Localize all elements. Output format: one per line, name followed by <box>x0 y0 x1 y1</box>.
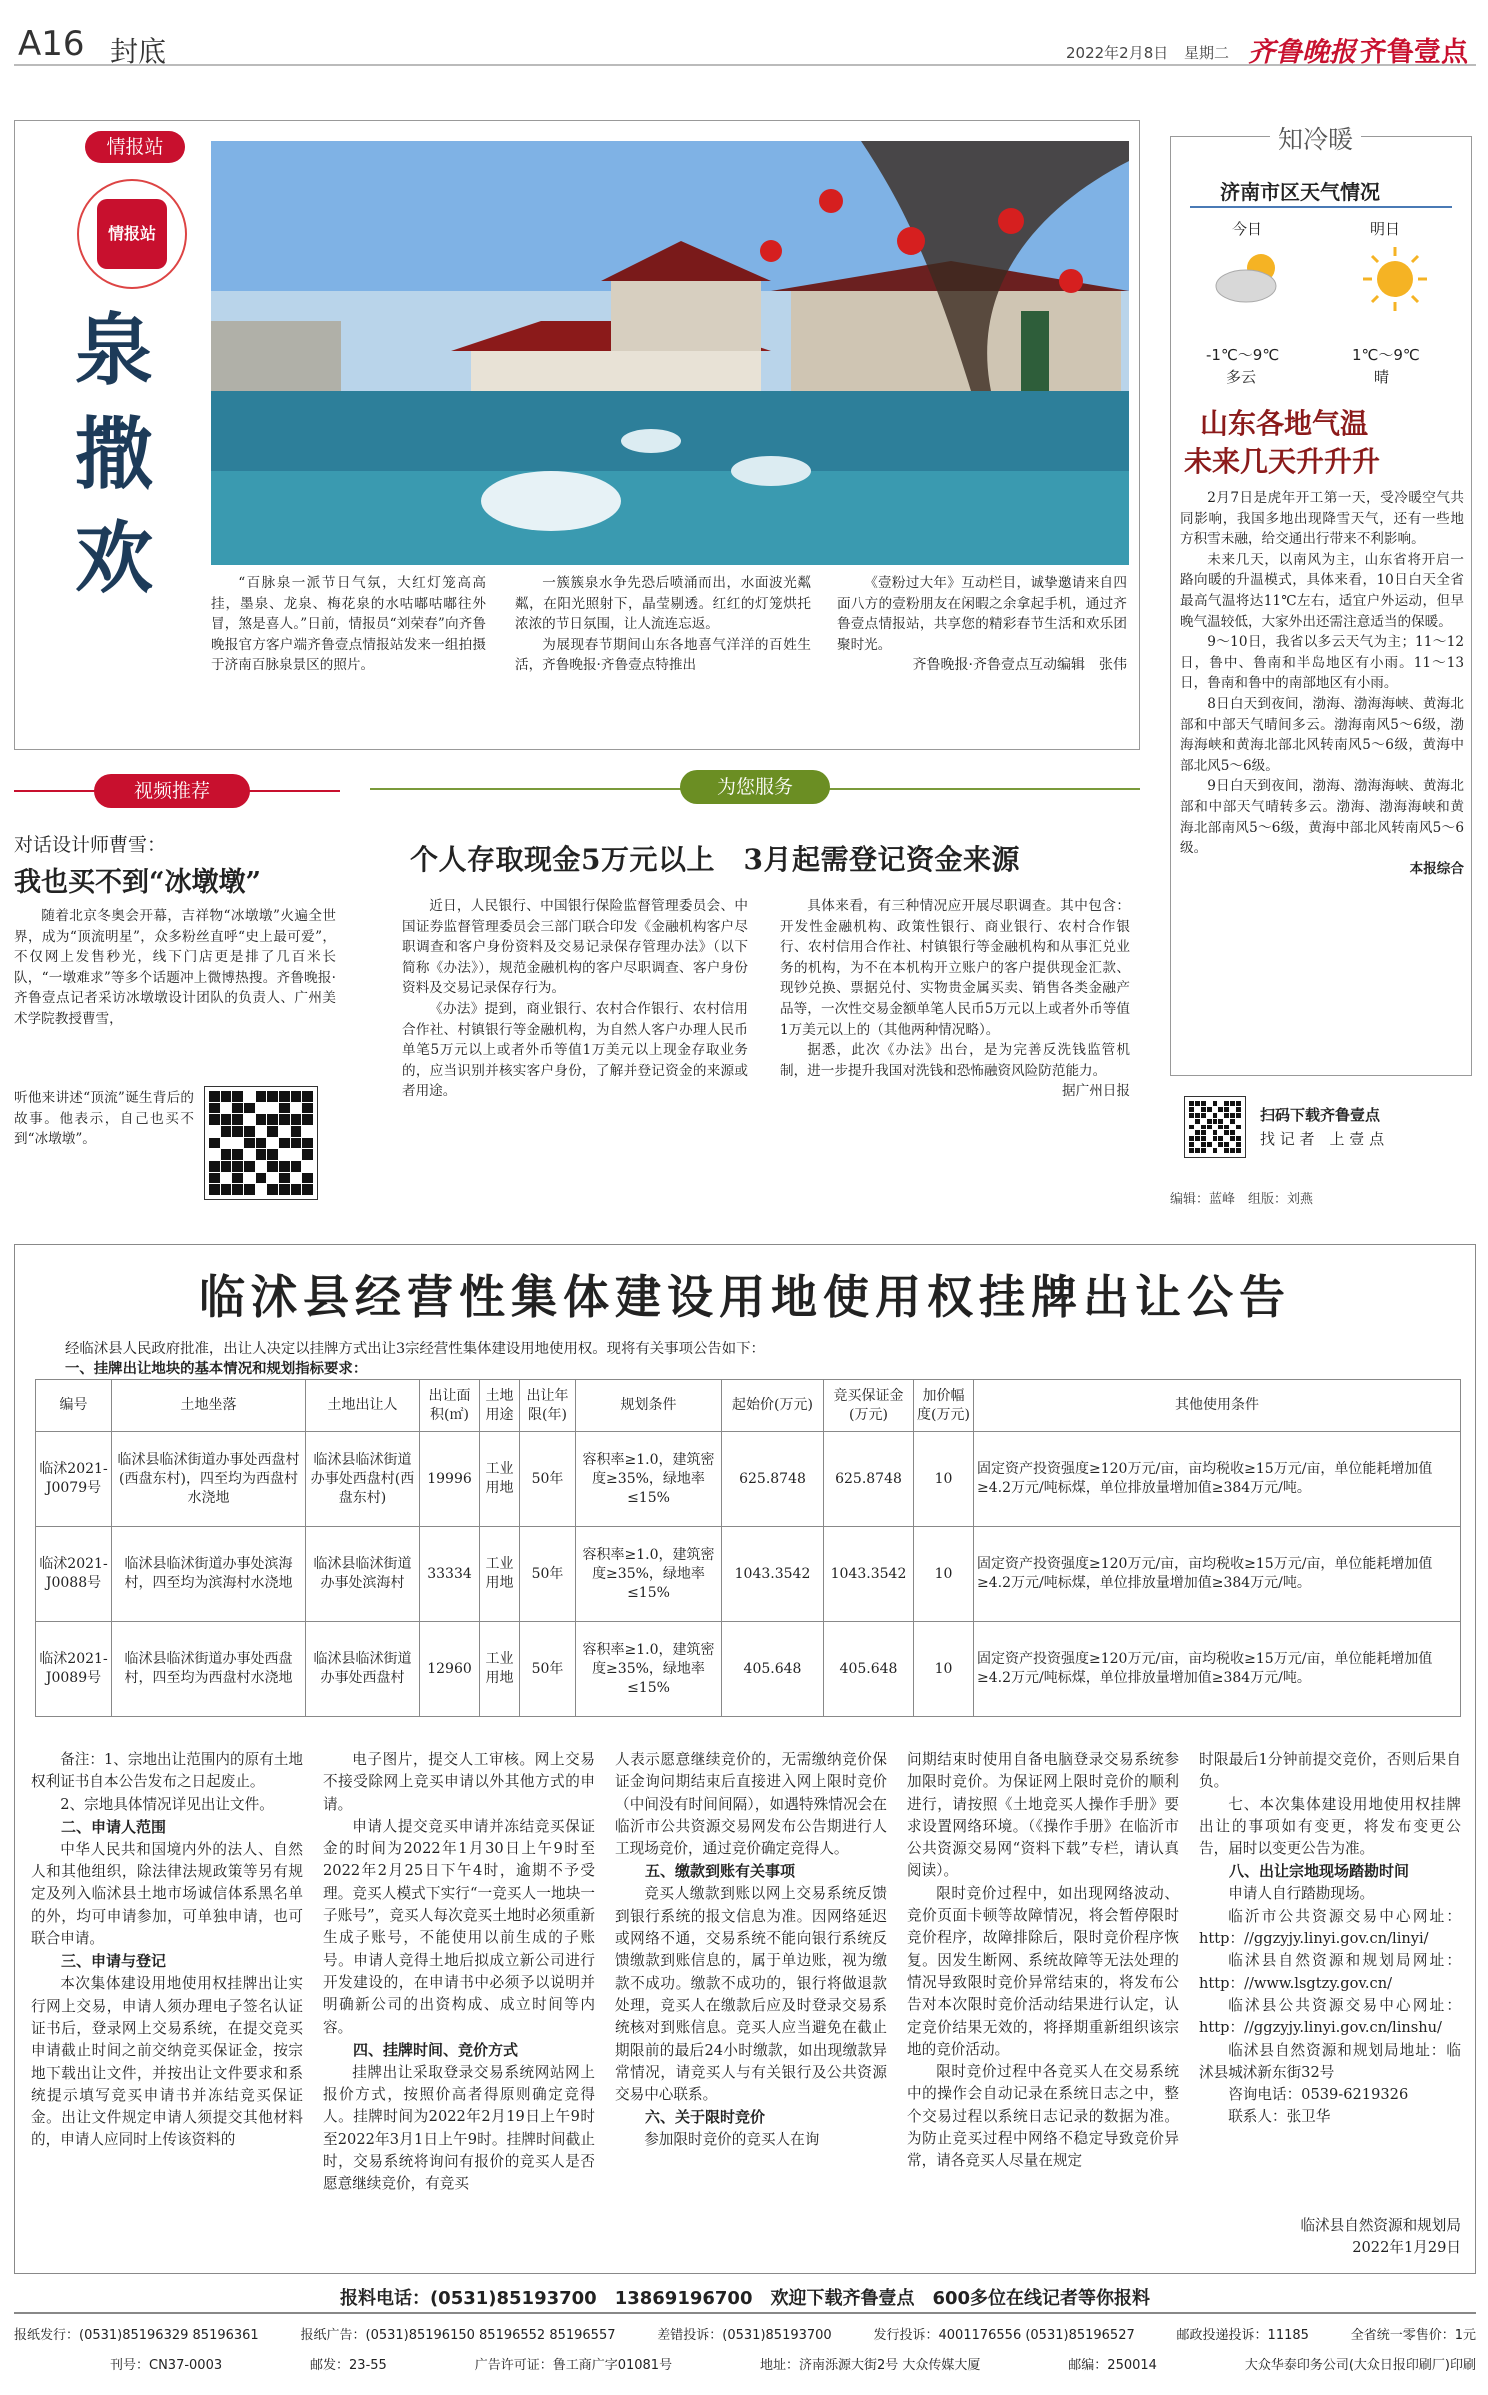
service-para: 据悉，此次《办法》出台，是为完善反洗钱监管机制，进一步提升我国对洗钱和恐怖融资风险防范能力。 <box>780 1042 1130 1079</box>
video-text: 听他来讲述“顶流”诞生背后的故事。他表示，自己也买不到“冰墩墩”。 <box>14 1090 194 1148</box>
qbz-credit: 齐鲁晚报·齐鲁壹点互动编辑 张伟 <box>912 657 1127 674</box>
today-temp: -1℃～9℃ <box>1206 346 1280 364</box>
service-credit: 据广州日报 <box>1062 1083 1130 1100</box>
notice-para: 限时竞价过程中各竞买人在交易系统中的操作会自动记录在系统日志之中，整个交易过程以系统日志记录的数据为准。为防止竞买过程中网络不稳定导致竞价异常，请各竞买人尽量在规定 <box>907 2063 1179 2170</box>
table-cell: 33334 <box>420 1527 480 1622</box>
service-badge: 为您服务 <box>680 770 830 804</box>
footer-item: 邮发：23-55 <box>310 2358 387 2373</box>
table-cell: 容积率≥1.0，建筑密度≥35%，绿地率≤15% <box>576 1622 722 1717</box>
table-cell: 固定资产投资强度≥120万元/亩，亩均税收≥15万元/亩，单位能耗增加值≥4.2万元/吨标煤，单位排放量增加值≥384万元/吨。 <box>974 1622 1461 1717</box>
table-cell: 10 <box>914 1527 974 1622</box>
qbz-col1 <box>211 573 486 676</box>
qbz-logo: 情报站 <box>97 199 167 269</box>
tomorrow-weather: 晴 <box>1374 368 1390 386</box>
tower-body <box>611 281 761 351</box>
table-cell: 1043.3542 <box>824 1527 914 1622</box>
stone-bridge <box>211 321 341 391</box>
table-cell: 405.648 <box>722 1622 824 1717</box>
weather-title: 济南市区天气情况 <box>1220 180 1380 204</box>
qbz-col3 <box>837 573 1127 676</box>
today-label: 今日 <box>1232 220 1263 238</box>
scan-download-text: 扫码下载齐鲁壹点 <box>1260 1106 1381 1124</box>
notice-para: 时限最后1分钟前提交竞价，否则后果自负。 <box>1199 1751 1461 1791</box>
qbz-box <box>14 120 1140 750</box>
notice-para: 人表示愿意继续竞价的，无需缴纳竞价保证金询问期结束后直接进入网上限时竞价（中间没有时间间隔），如遇特殊情况会在临沂市公共资源交易网发布公告期进行人工现场竞价，通过竞价确定竞得人。 <box>615 1751 887 1858</box>
lantern <box>897 227 925 255</box>
qbz-text: 为展现春节期间山东各地喜气洋洋的百姓生活，齐鲁晚报·齐鲁壹点特推出 <box>515 636 811 674</box>
notice-para: 临沭县公共资源交易中心网址：http：//ggzyjy.linyi.gov.cn/linshu/ <box>1199 1996 1461 2037</box>
weather-text <box>1180 488 1464 879</box>
table-header: 竞买保证金(万元) <box>824 1380 914 1432</box>
title-char: 泉 <box>75 305 154 396</box>
notice-heading: 八、出让宗地现场踏勘时间 <box>1229 1862 1410 1881</box>
table-cell: 1043.3542 <box>722 1527 824 1622</box>
qbz-col2 <box>515 573 811 676</box>
table-cell: 临沭2021-J0079号 <box>36 1432 112 1527</box>
notice-para: 电子图片，提交人工审核。网上交易不接受除网上竞买申请以外其他方式的申请。 <box>323 1751 595 1813</box>
weather-para: 9～10日，我省以多云天气为主；11～12日，鲁中、鲁南和半岛地区有小雨。11～13日，鲁南和鲁中的南部地区有小雨。 <box>1180 634 1464 692</box>
service-para: 近日，人民银行、中国银行保险监督管理委员会、中国证券监督管理委员会三部门联合印发《金融机构客户尽职调查和客户身份资料及交易记录保存管理办法》（以下简称《办法》），规范金融机构的客户尽职调查、客户身份资料及交易记录保存行为。 <box>402 898 748 997</box>
footer-hotline: 报料电话：(0531)85193700 13869196700 欢迎下载齐鲁壹点 600多位在线记者等你报料 <box>339 2288 1151 2309</box>
notice-para: 申请人提交竞买申请并冻结竞买保证金的时间为2022年1月30日上午9时至2022年2月25日下午4时，逾期不予受理。竞买人模式下实行“一竞买人一地块一子账号”，竞买人每次竞买土地时必须重新生成子账号，不能使用以前生成的子账号。申请人竞得土地后拟成立新公司进行开发建设的，在申请书中必须予以说明并明确新公司的出资构成、成立时间等内容。 <box>323 1817 595 2036</box>
service-title: 个人存取现金5万元以上 3月起需登记资金来源 <box>410 843 1020 876</box>
notice-para: 临沂市公共资源交易中心网址：http：//ggzyjy.linyi.gov.cn/linyi/ <box>1199 1907 1461 1948</box>
brand-qilu-yidian: 齐鲁壹点 <box>1360 37 1468 68</box>
notice-heading: 四、挂牌时间、竞价方式 <box>353 2040 519 2059</box>
table-cell: 临沭2021-J0089号 <box>36 1622 112 1717</box>
tomorrow-temp: 1℃～9℃ <box>1352 346 1420 364</box>
table-cell: 50年 <box>520 1527 576 1622</box>
notice-para: 限时竞价过程中，如出现网络波动、竞价页面卡顿等故障情况，将会暂停限时竞价程序，故障排除后，限时竞价程序恢复。因发生断网、系统故障等无法处理的情况导致限时竞价异常结束的，将发布公告对本次限时竞价活动结果进行认定，认定竞价结果无效的，将择期重新组织该宗地的竞价活动。 <box>907 1884 1179 2058</box>
table-cell: 10 <box>914 1432 974 1527</box>
spring-bubble <box>621 429 681 453</box>
video-title: 我也买不到“冰墩墩” <box>14 867 262 898</box>
notice-col4 <box>907 1749 1179 2173</box>
table-cell: 625.8748 <box>722 1432 824 1527</box>
notice-sign-org: 临沭县自然资源和规划局 <box>1300 2217 1461 2234</box>
footer-item: 邮编：250014 <box>1068 2358 1157 2373</box>
table-cell: 临沭2021-J0088号 <box>36 1527 112 1622</box>
qbz-text: 《壹粉过大年》互动栏目，诚挚邀请来自四面八方的壹粉朋友在闲暇之余拿起手机，通过齐鲁壹点情报站，共享您的精彩春节生活和欢乐团聚时光。 <box>837 575 1127 653</box>
tomorrow-label: 明日 <box>1370 220 1401 238</box>
table-cell: 50年 <box>520 1432 576 1527</box>
notice-col2 <box>323 1749 595 2196</box>
table-cell: 临沭县临沭街道办事处西盘村(西盘东村) <box>306 1432 420 1527</box>
table-cell: 临沭县临沭街道办事处西盘村(西盘东村)，四至均为西盘村水浇地 <box>112 1432 306 1527</box>
notice-para: 备注：1、宗地出让范围内的原有土地权利证书自本公告发布之日起废止。 <box>31 1751 303 1791</box>
footer-item: 全省统一零售价：1元 <box>1350 2328 1476 2343</box>
lantern <box>1059 269 1083 293</box>
notice-sign-date: 2022年1月29日 <box>1352 2239 1461 2256</box>
notice-para: 申请人自行踏勘现场。 <box>1228 1885 1375 1903</box>
notice-para: 临沭县自然资源和规划局地址：临沭县城沭新东街32号 <box>1199 2041 1461 2081</box>
video-badge: 视频推荐 <box>94 774 250 808</box>
table-header: 出让面积(㎡) <box>420 1380 480 1432</box>
notice-heading: 六、关于限时竞价 <box>645 2108 766 2127</box>
pavilion-wall <box>471 351 761 391</box>
sign-board <box>1021 311 1049 391</box>
editor-line: 编辑：蓝峰 组版：刘燕 <box>1170 1192 1314 1207</box>
notice-para: 竞买人缴款到账以网上交易系统反馈到银行系统的报文信息为准。因网络延迟或网络不通，交易系统不能向银行系统反馈缴款到账信息的，属于单边账，视为缴款不成功。缴款不成功的，银行将做退款处理，竞买人在缴款后应及时登录交易系统核对到账信息。竞买人应当避免在截止期限前的最后24小时缴款，如出现缴款异常情况，请竞买人与有关银行及公共资源交易中心联系。 <box>615 1885 887 2104</box>
notice-intro: 经临沭县人民政府批准，出让人决定以挂牌方式出让3宗经营性集体建设用地使用权。现将有关事项公告如下： <box>65 1341 765 1357</box>
lantern <box>998 208 1024 234</box>
section-name: 封底 <box>110 35 167 68</box>
qbz-text: 一簇簇泉水争先恐后喷涌而出，水面波光粼粼，在阳光照射下，晶莹剔透。红红的灯笼烘托浓浓的节日氛围，让人流连忘返。 <box>515 575 811 633</box>
service-col2 <box>780 896 1130 1102</box>
notice-col5 <box>1199 1749 1461 2129</box>
table-cell: 临沭县临沭街道办事处滨海村，四至均为滨海村水浇地 <box>112 1527 306 1622</box>
footer-item: 报纸广告：(0531)85196150 85196552 85196557 <box>300 2328 616 2343</box>
footer-item: 差错投诉：(0531)85193700 <box>657 2328 832 2343</box>
table-header: 加价幅度(万元) <box>914 1380 974 1432</box>
notice-title: 临沭县经营性集体建设用地使用权挂牌出让公告 <box>199 1270 1291 1324</box>
page-number: A16 <box>18 24 85 64</box>
spring-photo <box>211 141 1129 565</box>
table-cell: 625.8748 <box>824 1432 914 1527</box>
qbz-big-title <box>75 299 195 611</box>
table-cell: 容积率≥1.0，建筑密度≥35%，绿地率≤15% <box>576 1527 722 1622</box>
issue-date: 2022年2月8日 <box>1066 44 1169 62</box>
app-qr-code[interactable] <box>1184 1096 1246 1158</box>
spring-bubble <box>481 471 621 531</box>
table-cell: 405.648 <box>824 1622 914 1717</box>
table-cell: 工业用地 <box>480 1432 520 1527</box>
footer-row-1 <box>14 2324 1476 2343</box>
notice-col1 <box>31 1749 303 2152</box>
table-cell: 工业用地 <box>480 1527 520 1622</box>
video-qr-code[interactable] <box>204 1086 318 1200</box>
weather-para: 未来几天，以南风为主，山东省将开启一路向暖的升温模式，具体来看，10日白天全省最高气温将达11℃左右，适宜户外运动，但早晚气温较低，大家外出还需注意适当的保暖。 <box>1180 551 1464 630</box>
service-section <box>370 774 1150 1234</box>
notice-heading: 二、申请人范围 <box>61 1817 167 1836</box>
lantern <box>760 240 782 262</box>
notice-heading: 三、申请与登记 <box>61 1952 167 1971</box>
table-header: 规划条件 <box>576 1380 722 1432</box>
notice-section-1: 一、挂牌出让地块的基本情况和规划指标要求： <box>65 1361 368 1377</box>
notice-signature <box>1199 2215 1461 2259</box>
video-section <box>14 774 344 1234</box>
footer-item: 大众华泰印务公司(大众日报印刷厂)印刷 <box>1244 2358 1476 2373</box>
table-header: 其他使用条件 <box>974 1380 1461 1432</box>
weather-top-label: 知冷暖 <box>1270 120 1361 156</box>
table-header: 土地出让人 <box>306 1380 420 1432</box>
weather-credit: 本报综合 <box>1409 860 1464 877</box>
table-cell: 临沭县临沭街道办事处滨海村 <box>306 1527 420 1622</box>
today-weather: 多云 <box>1226 368 1257 386</box>
footer-item: 发行投诉：4001176556 (0531)85196527 <box>873 2328 1135 2343</box>
weather-headline-2: 未来几天升升升 <box>1184 445 1381 478</box>
table-header: 土地用途 <box>480 1380 520 1432</box>
notice-para: 临沭县自然资源和规划局网址：http：//www.lsgtzy.gov.cn/ <box>1199 1952 1461 1992</box>
weather-para: 9日白天到夜间，渤海、渤海海峡、黄海北部和中部天气晴转多云。渤海、渤海海峡和黄海北部南风5～6级，黄海中部北风转南风5～6级。 <box>1180 778 1464 857</box>
table-header: 土地坐落 <box>112 1380 306 1432</box>
scan-reporter-text: 找 记 者 上 壹 点 <box>1260 1130 1385 1148</box>
table-row <box>36 1432 1461 1527</box>
notice-para: 2、宗地具体情况详见出让文件。 <box>60 1795 274 1813</box>
notice-box <box>14 1244 1476 2274</box>
table-cell: 固定资产投资强度≥120万元/亩，亩均税收≥15万元/亩，单位能耗增加值≥4.2万元/吨标煤，单位排放量增加值≥384万元/吨。 <box>974 1527 1461 1622</box>
title-char: 撒 <box>75 409 154 500</box>
footer-item: 邮政投递投诉：11185 <box>1176 2328 1309 2343</box>
notice-para: 本次集体建设用地使用权挂牌出让实行网上交易，申请人须办理电子签名认证证书后，登录网上交易系统，在提交竞买申请截止时间之前交纳竞买保证金，按宗地下载出让文件，并按出让文件要求和系统提示填写竞买申请书并冻结竞买保证金。出让文件规定申请人须提交其他材料的，申请人应同时上传该资料的 <box>31 1975 303 2149</box>
service-col1 <box>402 896 748 1102</box>
service-para: 具体来看，有三种情况应开展尽职调查。其中包含：开发性金融机构、政策性银行、商业银行、农村合作银行、农村信用合作社、村镇银行等金融机构和从事汇兑业务的机构，为不在本机构开立账户的客户提供现金汇款、现钞兑换、票据兑付、实物贵金属买卖、销售各类金融产品等，一次性交易金额单笔人民币5万元以上或者外币等值1万美元以上的（其他两种情况略）。 <box>780 898 1130 1038</box>
table-header: 编号 <box>36 1380 112 1432</box>
qbz-logo-stamp <box>77 179 187 289</box>
table-cell: 19996 <box>420 1432 480 1527</box>
footer-item: 报纸发行：(0531)85196329 85196361 <box>14 2328 259 2343</box>
land-table <box>35 1379 1461 1717</box>
weather-column <box>1170 125 1472 1207</box>
table-row <box>36 1527 1461 1622</box>
notice-para: 咨询电话：0539-6219326 <box>1228 2086 1409 2104</box>
table-cell: 10 <box>914 1622 974 1717</box>
table-cell: 临沭县临沭街道办事处西盘村 <box>306 1622 420 1717</box>
table-cell: 工业用地 <box>480 1622 520 1717</box>
title-char: 欢 <box>75 513 154 604</box>
footer-row-2 <box>110 2354 1476 2373</box>
cloudy-icon <box>1206 248 1296 308</box>
sunny-icon <box>1360 244 1430 314</box>
table-row <box>36 1622 1461 1717</box>
notice-para: 参加限时竞价的竞买人在询 <box>644 2131 820 2149</box>
table-cell: 12960 <box>420 1622 480 1717</box>
video-text: 随着北京冬奥会开幕，吉祥物“冰墩墩”火遍全世界，成为“顶流明星”，众多粉丝直呼“史上最可爱”，不仅网上发售秒光，线下门店更是排了几百米长队，“一墩难求”等多个话题冲上微博热搜。齐鲁晚报·齐鲁壹点记者采访冰墩墩设计团队的负责人、广州美术学院教授曹雪， <box>14 908 336 1027</box>
table-cell: 容积率≥1.0，建筑密度≥35%，绿地率≤15% <box>576 1432 722 1527</box>
table-header: 起始价(万元) <box>722 1380 824 1432</box>
table-cell: 临沭县临沭街道办事处西盘村，四至均为西盘村水浇地 <box>112 1622 306 1717</box>
table-cell: 50年 <box>520 1622 576 1717</box>
footer-item: 刊号：CN37-0003 <box>110 2358 223 2373</box>
notice-para: 七、本次集体建设用地使用权挂牌出让的事项如有变更，将发布变更公告，届时以变更公告为准。 <box>1199 1795 1461 1858</box>
notice-para: 问期结束时使用自备电脑登录交易系统参加限时竞价。为保证网上限时竞价的顺利进行，请按照《土地竞买人操作手册》要求设置网络环境。（《操作手册》在临沂市公共资源交易网“资料下载”专栏，请认真阅读）。 <box>907 1751 1179 1880</box>
weather-rule <box>1190 206 1452 208</box>
service-para: 《办法》提到，商业银行、农村合作银行、农村信用合作社、村镇银行等金融机构，为自然人客户办理人民币单笔5万元以上或者外币等值1万美元以上现金存取业务的，应当识别并核实客户身份，了解并登记资金的来源或者用途。 <box>402 1000 748 1100</box>
footer-rule <box>14 2312 1476 2314</box>
notice-para: 挂牌出让采取登录交易系统网站网上报价方式，按照价高者得原则确定竞得人。挂牌时间为2022年2月19日上午9时至2022年3月1日上午9时。挂牌时间截止时，交易系统将询问有报价的竞买人是否愿意继续竞价，有竞买 <box>323 2063 595 2193</box>
spring-bubble <box>731 456 811 486</box>
qbz-text: “百脉泉一派节日气氛，大红灯笼高高挂，墨泉、龙泉、梅花泉的水咕嘟咕嘟往外冒，煞是喜人。”日前，情报员“刘荣春”向齐鲁晚报官方客户端齐鲁壹点情报站发来一组拍摄于济南百脉泉景区的照片。 <box>211 575 486 674</box>
notice-heading: 五、缴款到账有关事项 <box>645 1862 796 1881</box>
table-header-row <box>36 1380 1461 1432</box>
qbz-badge: 情报站 <box>85 131 185 163</box>
footer-item: 广告许可证：鲁工商广字01081号 <box>474 2358 673 2373</box>
weather-para: 2月7日是虎年开工第一天，受冷暖空气共同影响，我国多地出现降雪天气，还有一些地方积雪未融，给交通出行带来不利影响。 <box>1180 490 1464 548</box>
spring-photo-art <box>211 141 1129 565</box>
footer-item: 地址：济南泺源大街2号 大众传媒大厦 <box>759 2358 981 2373</box>
pool-water-near <box>211 471 1129 565</box>
page-header <box>14 20 1476 66</box>
issue-weekday: 星期二 <box>1184 44 1230 62</box>
video-subtitle: 对话设计师曹雪： <box>14 834 167 856</box>
notice-para: 中华人民共和国境内外的法人、自然人和其他组织，除法律法规政策等另有规定及列入临沭县土地市场诚信体系黑名单的外，均可申请参加，可单独申请，也可联合申请。 <box>31 1840 303 1948</box>
weather-para: 8日白天到夜间，渤海、渤海海峡、黄海北部和中部天气晴间多云。渤海南风5～6级，渤海海峡和黄海北部北风转南风5～6级，黄海中部北风5～6级。 <box>1180 695 1464 774</box>
video-para-1 <box>14 906 336 1030</box>
lantern <box>819 189 843 213</box>
notice-col3 <box>615 1749 887 2152</box>
video-para-2 <box>14 1088 194 1150</box>
weather-headline-1: 山东各地气温 <box>1200 407 1369 440</box>
notice-para: 联系人：张卫华 <box>1228 2108 1331 2126</box>
table-cell: 固定资产投资强度≥120万元/亩，亩均税收≥15万元/亩，单位能耗增加值≥4.2万元/吨标煤，单位排放量增加值≥384万元/吨。 <box>974 1432 1461 1527</box>
brand-qilu-wanbao: 齐鲁晚报 <box>1248 37 1356 68</box>
table-header: 出让年限(年) <box>520 1380 576 1432</box>
